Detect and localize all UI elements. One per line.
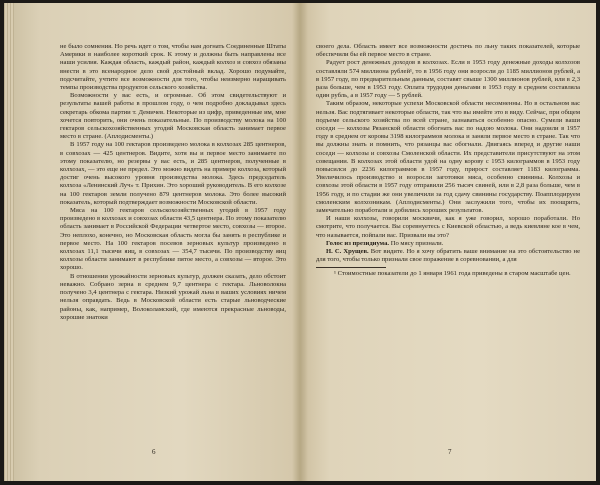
paragraph: Радует рост денежных доходов в колхозах. Если в 1953 году денежные доходы колхозов составляли 574 миллиона рублей¹, то в 1956 году они возросли до 1185 миллионов рублей, а в 1957 году, по предварительным данным, составят свыше 1300 миллионов рублей, или в 2,3 раза больше, чем в 1953 году. Оплата трудодня деньгами в 1953 году в среднем составляла один рубль, а в 1957 году — 5 рублей. bbox=[316, 59, 580, 100]
book-spread bbox=[4, 3, 596, 481]
paragraph: В отношении урожайности зерновых культур, должен сказать, дело обстоит неважно. Собрано зерна в среднем 9,7 центнера с гектара. Льноволокна получено 3,4 центнера с гектара. Низкий урожай льна в ваших условиях ничем нельзя оправдать. Ведь в Московской области есть старые льноводческие районы, как, например, Волоколамский, где имеются прекрасные льноводы, хорошие знатоки bbox=[60, 272, 286, 321]
paragraph: Таким образом, некоторые успехи Московской области несомненны. Но в остальном вас нельзя. Вас подтягивает некоторые области, так что вы имейте это в виду. Сейчас, при общем подъеме сельского хозяйства по всей стране, зазнаваться особенно опасно. Сумели ваши соседи — колхозы Рязанской области обогнать вас по надою молока. Они надоили в 1957 году в среднем от коровы 3198 килограммов молока и заняли первое место в стране. Так что вы должны знать и помнить, что рязанцы вас обогнали. Двигаясь вперед и другие наши соседи — колхозы и совхозы Смоленской области. Их представители присутствуют на этом совещании. В колхозах этой области удой на одну корову с 1953 килограммов в 1953 году повысился до 2236 килограммов в 1957 году, прирост составляет 1183 килограмма. Увеличилось производство и возросли заготовки мяса, особенно свинины. Колхозы и совхозы этой области в 1957 году отправили 256 тысяч свиней, или в 2,8 раза больше, чем в 1956 году, и по стадии же они увеличили за год сдачу свинины государству. Поапплодируем смоленским колхозникам. (Аплодисменты.) Они заслужили того, чтобы их поощрить, замечательно поработали и добились хороших результатов. bbox=[316, 100, 580, 215]
gutter-shadow bbox=[292, 3, 300, 481]
left-page-text bbox=[60, 43, 286, 322]
paragraph: В 1957 году на 100 гектаров произведено молока в колхозах 285 центнеров, в совхозах — 425 центнеров. Видите, хотя вы и первое место занимаете по этому показателю, но резервы у вас есть, и 285 центнеров, полученные в колхозах, — это еще не предел. Это можно видеть на примере колхоза, который достиг очень высокого уровня производства молока. Здесь председатель колхоза «Ленинский Луч» т. Прихин. Это хороший руководитель. В его колхозе на 100 гектаров земли получено 879 центнеров молока. Это более высокий показатель, который подтверждает возможности Московской области. bbox=[60, 141, 286, 206]
left-page bbox=[4, 3, 300, 481]
speaker-name: Н. С. Хрущев. bbox=[326, 248, 369, 256]
page-number: 6 bbox=[152, 448, 156, 456]
speaker-name: Голос из президиума. bbox=[326, 239, 390, 247]
page-edge bbox=[4, 3, 14, 481]
footnote: ¹ Стоимостные показатели до 1 января 1961 года приведены в старом масштабе цен. bbox=[334, 270, 571, 278]
paragraph: Н. С. Хрущев. Вот видите. Но я хочу обратить ваше внимание на это обстоятельство не для того, чтобы только признали свое поражение в соревновании, а для bbox=[316, 248, 580, 264]
right-page bbox=[300, 3, 596, 481]
paragraph: Голос из президиума. По мясу признали. bbox=[326, 239, 444, 247]
page-number: 7 bbox=[448, 448, 452, 456]
right-page-text bbox=[316, 43, 580, 279]
paragraph: И наши колхозы, говорили москвичи, как я уже говорил, хорошо поработали. Но смотрите, что получается. Вы соревнуетесь с Киевской областью, а ведь киевляне кое в чем, что называется, пойпали вас. Призвали вы это? bbox=[316, 215, 580, 239]
gutter-shadow bbox=[300, 3, 308, 481]
paragraph: Возможности у вас есть, и огромные. Об этом свидетельствуют и результаты вашей работы в прошлом году, о чем подробно докладывал здесь секретарь обкома партии т. Демичев. Некоторые из цифр, приведенные им, мне хочется повторить, они очень показательные. По производству молока на 100 гектаров сельскохозяйственных угодий Московская область занимает первое место в стране. (Аплодисменты.) bbox=[60, 92, 286, 141]
paragraph: не было сомнения. Но речь идет о том, чтобы нам догнать Соединенные Штаты Америки в наиболее короткий срок. К этому и должны быть направлены все наши усилия. Каждая область, каждый район, каждый колхоз и совхоз обязаны внести в это всенародное дело свой достойный вклад. Хорошо подумайте, подсчитайте, учтите все возможности для того, чтобы неизмерно наращивать темпы производства продуктов сельского хозяйства. bbox=[60, 43, 286, 92]
paragraph: своего дела. Область имеет все возможности достичь по льну таких показателей, которые обеспечили бы ей первое место в стране. bbox=[316, 43, 580, 59]
paragraph: Мяса на 100 гектаров сельскохозяйственных угодий в 1957 году произведено в колхозах и совхозах области 43,5 центнера. По этому показателю область занимает в Российской Федерации четвертое место, совхозы — второе. Это неплохо, конечно, но Московская область могла бы занять в республике и первое место. На 100 гектаров посевов зерновых культур произведено в колхозах 11,1 тысячи яиц, в совхозах — 354,7 тысячи. По производству яиц колхозы области занимают в республике пятое место, а совхозы — второе. Это хорошо. bbox=[60, 207, 286, 272]
footnote-divider bbox=[316, 267, 386, 268]
